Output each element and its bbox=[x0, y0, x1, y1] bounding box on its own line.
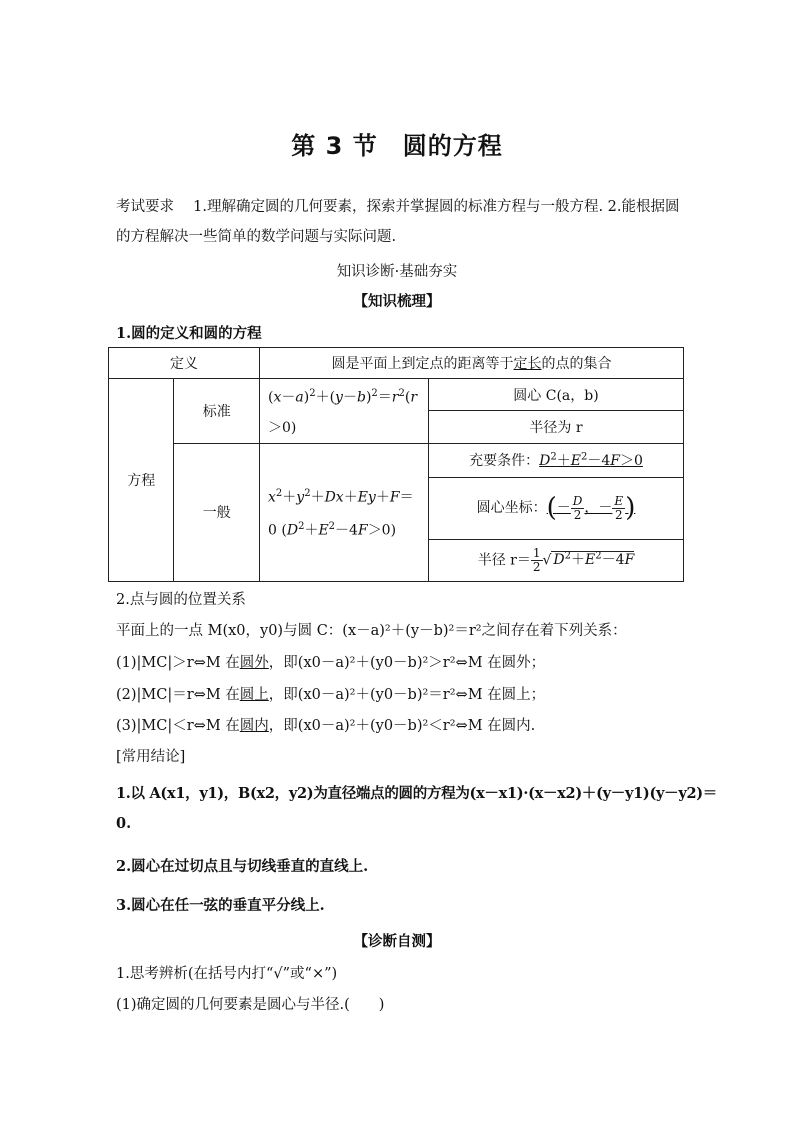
general-center-cell bbox=[429, 477, 684, 539]
relation-inside-underlined: 圆内 bbox=[239, 718, 269, 734]
standard-equation: $(x-a)^2+(y-b)^2=r^2(r$ ＞0) bbox=[260, 379, 429, 444]
relation-on bbox=[116, 683, 545, 704]
general-center-expr: (－ $\frac{D}{2}$ ，－ $\frac{E}{2}$ ) bbox=[546, 493, 636, 524]
common-conclusions-label: [常用结论] bbox=[116, 749, 186, 765]
diagnosis-heading: 【诊断自测】 bbox=[353, 933, 441, 950]
standard-radius-cell bbox=[429, 411, 684, 443]
general-label-cell bbox=[174, 443, 260, 581]
relation-inside bbox=[116, 714, 535, 735]
circle-definition-table bbox=[108, 347, 684, 582]
question-1-title: 1.思考辨析(在括号内打“√”或“×”) bbox=[116, 966, 338, 982]
equation-label: 方程 bbox=[127, 472, 156, 489]
definition-label-cell bbox=[109, 348, 260, 379]
knowledge-heading: 【知识梳理】 bbox=[353, 293, 441, 310]
requirements-text: 1.理解确定圆的几何要素，探索并掌握圆的标准方程与一般方程. 2.能根据圆的方程解决一些简单的数学问题与实际问题. bbox=[116, 199, 680, 245]
general-label: 一般 bbox=[202, 505, 231, 522]
general-condition-expr: $D^2+E^2-4F>0$ bbox=[539, 451, 643, 470]
general-condition-cell bbox=[429, 443, 684, 477]
definition-text-part2: 的点的集合 bbox=[541, 356, 612, 372]
relation-outside-prefix: (1)|MC|＞r⇔M 在 bbox=[116, 655, 240, 671]
standard-radius: 半径为 r bbox=[529, 419, 583, 436]
general-condition-label: 充要条件： bbox=[469, 453, 540, 470]
standard-label: 标准 bbox=[202, 403, 231, 420]
page-title: 第 3 节 圆的方程 bbox=[291, 132, 503, 160]
general-equation: $x^2+y^2+Dx+Ey+F=$ 0 $(D^2+E^2-4F>0)$ bbox=[260, 443, 429, 581]
relation-outside bbox=[116, 651, 545, 672]
conclusion-3: 3.圆心在任一弦的垂直平分线上. bbox=[116, 897, 325, 914]
conclusion-1-end: 0. bbox=[116, 815, 132, 832]
relation-inside-suffix: ，即(x0－a)²＋(y0－b)²＜r²⇔M 在圆内. bbox=[268, 718, 536, 734]
standard-center: 圆心 C(a，b) bbox=[513, 387, 599, 404]
relation-on-underlined: 圆上 bbox=[239, 687, 269, 703]
general-radius-cell: 半径 r＝ $\frac{1}{2}$ √ $D^2+E^2-4F$ bbox=[429, 539, 684, 581]
definition-text-part1: 圆是平面上到定点的距离等于 bbox=[331, 356, 514, 372]
relation-outside-suffix: ，即(x0－a)²＋(y0－b)²＞r²⇔M 在圆外； bbox=[268, 655, 546, 671]
exam-requirements bbox=[116, 192, 680, 252]
requirements-label: 考试要求 bbox=[116, 199, 174, 215]
section-heading: 知识诊断·基础夯实 bbox=[336, 264, 458, 280]
definition-text-cell bbox=[260, 348, 684, 379]
definition-label: 定义 bbox=[170, 356, 198, 372]
equation-label-cell bbox=[109, 379, 174, 582]
question-1-item-1: (1)确定圆的几何要素是圆心与半径.( ) bbox=[116, 997, 385, 1013]
conclusion-1: 1.以 A(x1，y1)，B(x2，y2)为直径端点的圆的方程为(x－x1)·(x－x2)＋(y－y1)(y－y2)＝ bbox=[116, 785, 717, 802]
relation-outside-underlined: 圆外 bbox=[239, 655, 269, 671]
item2-title: 2.点与圆的位置关系 bbox=[116, 592, 246, 608]
relation-on-suffix: ，即(x0－a)²＋(y0－b)²＝r²⇔M 在圆上； bbox=[268, 687, 546, 703]
conclusion-2: 2.圆心在过切点且与切线垂直的直线上. bbox=[116, 858, 369, 875]
general-radius-label: 半径 r＝ bbox=[477, 552, 531, 569]
general-center-label: 圆心坐标： bbox=[476, 500, 547, 517]
relation-intro: 平面上的一点 M(x0，y0)与圆 C：(x－a)²＋(y－b)²＝r²之间存在着下列关系： bbox=[116, 623, 627, 639]
relation-inside-prefix: (3)|MC|＜r⇔M 在 bbox=[116, 718, 240, 734]
definition-text-underlined: 定长 bbox=[513, 356, 542, 372]
standard-center-cell bbox=[429, 379, 684, 411]
standard-label-cell bbox=[174, 379, 260, 444]
relation-on-prefix: (2)|MC|＝r⇔M 在 bbox=[116, 687, 240, 703]
item1-title: 1.圆的定义和圆的方程 bbox=[116, 325, 262, 342]
